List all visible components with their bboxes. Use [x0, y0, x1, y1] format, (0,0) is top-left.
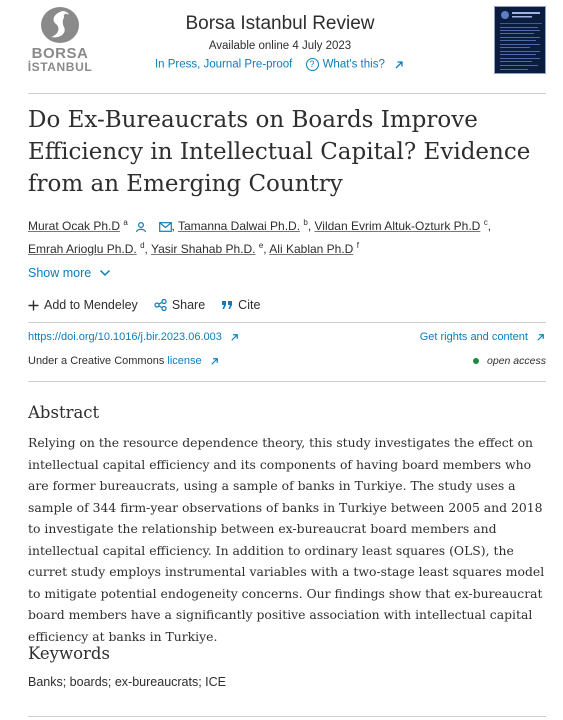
author-affiliation[interactable]: b [303, 218, 308, 227]
license-line [28, 355, 220, 367]
author-affiliation[interactable]: e [258, 241, 264, 250]
mendeley-label: Add to Mendeley [44, 298, 138, 312]
author-affiliation[interactable]: c [483, 218, 488, 227]
doi-text: https://doi.org/10.1016/j.bir.2023.06.003 [28, 331, 222, 343]
actions-divider [28, 322, 546, 323]
author-link[interactable]: Murat Ocak Ph.D [28, 219, 121, 233]
external-link-arrow-icon [535, 332, 546, 343]
show-more-label: Show more [28, 266, 92, 280]
author-link[interactable]: Emrah Arioglu Ph.D. [28, 242, 137, 256]
author-link[interactable]: Ali Kablan Ph.D [269, 242, 354, 256]
question-circle-icon[interactable]: ? [306, 58, 319, 71]
footer-divider [28, 716, 546, 717]
rights-text: Get rights and content [419, 331, 528, 343]
plus-icon [28, 300, 39, 311]
share-button[interactable] [154, 298, 205, 312]
open-access-badge [473, 355, 546, 367]
abstract-heading: Abstract [28, 403, 100, 422]
open-access-dot-icon [473, 358, 479, 364]
publication-status [120, 58, 440, 71]
abstract-text: Relying on the resource dependence theory, this study investigates the effect on intellectual capital efficiency and its components of having board members who are former bureaucrats, using a sample of banks in Turkiye. The study uses a sample of 344 firm-year observations of banks in Turkiye between 2005 and 2018 to investigate the relationship between ex-bureaucrat board members and intellectual capital efficiency. In addition to ordinary least squares (OLS), the curret study employs instrumental variables with a two-stage least squares model to mitigate potential endogeneity concerns. Our findings show that ex-bureaucrat board members have a significantly positive association with intellectual capital efficiency at banks in Turkiye. [28, 435, 545, 644]
journal-cover-thumbnail[interactable] [494, 6, 546, 74]
quote-icon [221, 300, 233, 310]
external-link-arrow-icon [393, 59, 405, 71]
status-text: In Press, Journal Pre-proof [154, 58, 293, 71]
journal-title[interactable]: Borsa Istanbul Review [185, 13, 375, 34]
external-link-arrow-icon [209, 356, 220, 367]
author-link[interactable]: Vildan Evrim Altuk-Ozturk Ph.D [314, 219, 481, 233]
doi-link[interactable] [28, 331, 240, 343]
available-online-date: Available online 4 July 2023 [208, 40, 352, 52]
logo-mark-icon [38, 6, 82, 46]
person-icon [135, 221, 147, 233]
keywords-list: Banks; boards; ex-bureaucrats; ICE [28, 675, 227, 689]
chevron-down-icon [99, 269, 111, 277]
external-link-arrow-icon [229, 332, 240, 343]
envelope-icon[interactable] [159, 222, 172, 232]
license-link[interactable]: license [167, 355, 202, 367]
article-actions [28, 298, 260, 312]
share-icon [154, 299, 167, 311]
author-link[interactable]: Tamanna Dalwai Ph.D. [177, 219, 301, 233]
license-prefix: Under a Creative Commons [28, 355, 168, 367]
author-list: Murat Ocak Ph.D $^a$ , Tamanna Dalwai Ph.D. $^b$, Vildan Evrim Altuk-Ozturk Ph.D $^c$, Emrah Arioglu Ph.D. $^d$, Yasir Shahab Ph.D. $^e$, Ali Kablan Ph.D $^f$ [28, 218, 492, 256]
author-link[interactable]: Yasir Shahab Ph.D. [150, 242, 256, 256]
borsa-istanbul-logo[interactable] [26, 6, 94, 72]
add-to-mendeley-button[interactable] [28, 298, 138, 312]
get-rights-link[interactable] [420, 331, 546, 343]
author-affiliation[interactable]: a [123, 218, 128, 227]
metadata-divider [28, 381, 546, 382]
show-more-button[interactable] [28, 266, 111, 280]
whats-this-link[interactable]: What's this? [322, 58, 385, 71]
header-divider [28, 93, 546, 94]
article-title: Do Ex-Bureaucrats on Boards Improve Efficiency in Intellectual Capital? Evidence from an Emerging Country [28, 107, 531, 197]
author-affiliation[interactable]: f [356, 241, 359, 250]
cite-label: Cite [238, 298, 261, 312]
author-affiliation[interactable]: d [140, 241, 145, 250]
open-access-label: open access [487, 355, 546, 367]
cite-button[interactable] [221, 298, 260, 312]
share-label: Share [171, 298, 206, 312]
logo-text-borsa: BORSA [31, 45, 89, 62]
logo-text-istanbul: İSTANBUL [27, 60, 93, 74]
cover-art-icon [495, 7, 546, 74]
keywords-heading: Keywords [28, 644, 110, 663]
